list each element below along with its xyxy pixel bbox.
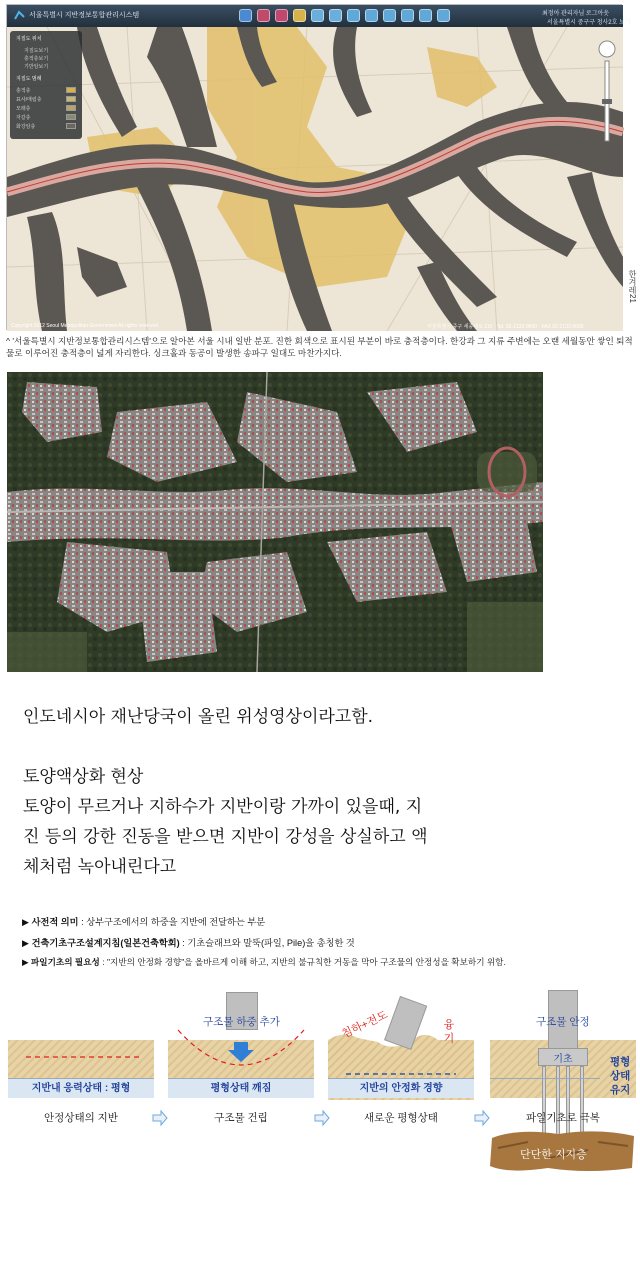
legend-option[interactable]: 충적층보기 [24, 56, 49, 62]
legend-item: 자갈층 [16, 115, 31, 121]
body-line-4: 진 등의 강한 진동을 받으면 지반이 강성을 상실하고 액 [23, 827, 428, 847]
map-app-title: 서울특별시 지반정보통합관리시스템 [29, 12, 140, 19]
info-icon[interactable] [383, 9, 396, 22]
stage-1-label: 지반내 응력상태 : 평형 [8, 1078, 154, 1098]
equilibrium-line [8, 1040, 154, 1080]
legend-swatch [66, 123, 76, 129]
seoul-logo-icon [13, 9, 26, 22]
bullet-text: 기초슬래브와 말뚝(파일, Pile)을 총칭한 것 [187, 938, 355, 948]
legend-swatch [66, 105, 76, 111]
favorite-icon[interactable] [419, 9, 432, 22]
bullet-text: "지반의 안정화 경향"을 올바르게 이해 하고, 지반의 불규칙한 거동을 막아 구조물의 안정성을 확보하기 위함. [106, 957, 506, 967]
body-line-2: 토양액상화 현상 [23, 767, 144, 787]
bullet-term: 건축기초구조설계지침(일본건축학회) [31, 938, 180, 948]
bullet-item: ▶ 파일기초의 필요성 : "지반의 안정화 경향"을 올바르게 이해 하고, 지반의 불규칙한 거동을 막아 구조물의 안정성을 확보하기 위함. [22, 957, 506, 967]
side-label-3: 유지 [610, 1084, 631, 1096]
map-caption: ^ '서울특별시 지반정보통합관리시스템'으로 알아본 서울 시내 일반 분포. 진한 회색으로 표시된 부분이 바로 충적층이다. 한강과 그 지류 주변에는 오랜 세월동안 쌓인 퇴적물로 이루어진 충적층이 넓게 자리한다. 싱크홀과 동공이 발생한 송파구 일대도 마찬가지다. [6, 336, 633, 358]
uplift-label: 융기 [443, 1019, 455, 1045]
help-icon[interactable] [437, 9, 450, 22]
stage-2-caption: 구조물 건립 [214, 1112, 268, 1124]
legend-header-1: 지질도 위치 [16, 36, 42, 42]
legend-header-2: 지질도 범례 [16, 76, 42, 82]
stable-label: 구조물 안정 [536, 1016, 590, 1028]
geology-icon[interactable] [293, 9, 306, 22]
body-line-1: 인도네시아 재난당국이 올린 위성영상이라고함. [23, 707, 374, 727]
body-line-3: 토양이 무르거나 지하수가 지반이랑 가까이 있을때, 지 [23, 797, 423, 817]
map-toolbar [7, 5, 631, 27]
measure-icon[interactable] [275, 9, 288, 22]
side-label-1: 평형 [610, 1056, 631, 1068]
bullet-item: ▶ 건축기초구조설계지침(일본건축학회) : 기초슬래브와 말뚝(파일, Pile)을 총칭한 것 [22, 938, 355, 948]
print-icon[interactable] [365, 9, 378, 22]
legend-swatch [66, 87, 76, 93]
legend-item: 모래층 [16, 106, 31, 112]
side-credit: 한겨레21 [628, 270, 637, 303]
bullet-item: ▶ 사전적 의미 : 상부구조에서의 하중을 지반에 전달하는 부분 [22, 917, 266, 927]
bullet-term: 사전적 의미 [31, 917, 79, 927]
legend-item: 화강암층 [16, 124, 36, 130]
legend-swatch [66, 96, 76, 102]
map-icon[interactable] [347, 9, 360, 22]
bullet-term: 파일기초의 필요성 [31, 957, 100, 967]
legend-option[interactable]: 기반암보기 [24, 64, 49, 70]
zoom-slider[interactable] [597, 39, 617, 149]
load-label: 구조물 하중 추가 [203, 1016, 280, 1028]
side-label-2: 상태 [610, 1070, 631, 1082]
legend-panel [10, 31, 82, 139]
stage-4-caption: 파일기초로 극복 [526, 1112, 600, 1124]
legend-item: 충적층 [16, 88, 31, 94]
search-icon[interactable] [257, 9, 270, 22]
chat-icon[interactable] [401, 9, 414, 22]
map-footer: 서울특별시 중구 세종대로 110 · Tel. 02-2133-0000 · FAX 02-2133-0000 [427, 324, 584, 330]
stress-arc [168, 1020, 314, 1080]
stage-1-caption: 안정상태의 지반 [44, 1112, 118, 1124]
legend-option[interactable]: 지질도보기 [24, 48, 49, 54]
zoom-in-icon[interactable] [311, 9, 324, 22]
zoom-out-icon[interactable] [329, 9, 342, 22]
geology-map [7, 27, 623, 331]
map-copyright: Copyright 2012 Seoul Metropolitan Government All rights reserved [11, 323, 159, 329]
next-arrow-icon [152, 1111, 168, 1125]
legend-item: 표사/매립층 [16, 97, 42, 103]
stage-3-caption: 새로운 평형상태 [364, 1112, 438, 1124]
satellite-image [7, 372, 543, 672]
user-location: 서울특별시 중구구 청사2호 보기 [547, 20, 631, 26]
stage-4-bar [490, 1078, 600, 1098]
stage-2-label: 평형상태 깨짐 [168, 1078, 314, 1098]
foundation-label: 기초 [553, 1054, 573, 1065]
bullet-sep: : [179, 938, 188, 948]
stage-3-label: 지반의 안정화 경향 [328, 1078, 474, 1098]
bullet-text: 상부구조에서의 하중을 지반에 전달하는 부분 [86, 917, 266, 927]
bullet-sep: : [99, 957, 107, 967]
legend-swatch [66, 114, 76, 120]
next-arrow-icon [474, 1111, 490, 1125]
body-line-5: 체처럼 녹아내린다고 [23, 857, 177, 877]
bedrock-label: 단단한 지지층 [520, 1149, 587, 1161]
user-status[interactable]: 최정아 관리자님 로그아웃 [542, 11, 610, 17]
bullet-sep: : [78, 917, 87, 927]
layer-icon[interactable] [239, 9, 252, 22]
map-screenshot [6, 4, 631, 330]
subsidence-label: 침하+전도 [340, 1009, 390, 1041]
